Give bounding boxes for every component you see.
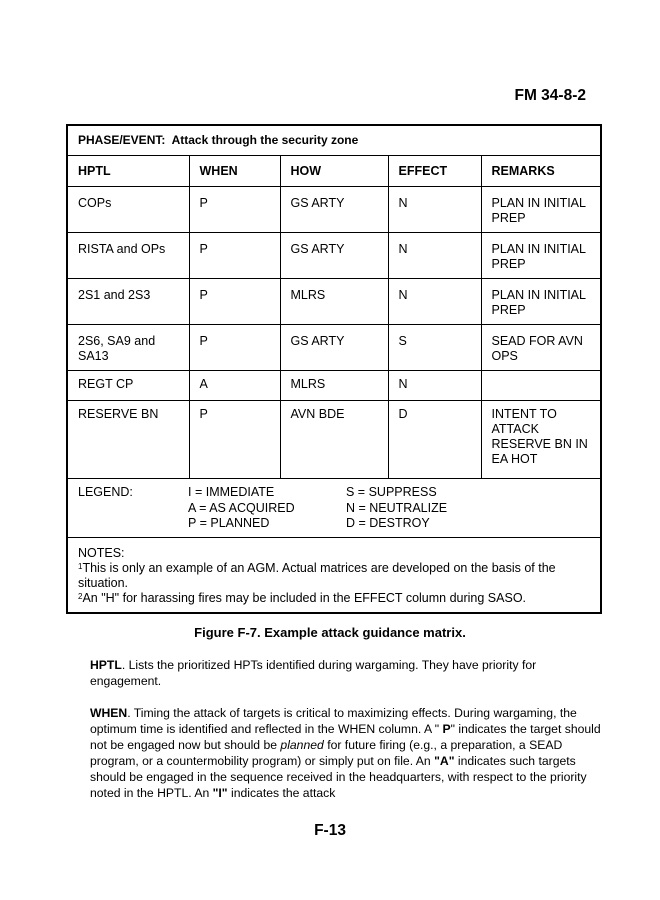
cell-effect: N — [388, 187, 481, 233]
paragraph-text: for future firing (e.g., a preparation, a SEAD program, or a countermobility program) or simply put on file. An — [90, 738, 563, 768]
term-hptl: HPTL — [90, 658, 122, 672]
column-header-effect: EFFECT — [388, 156, 481, 187]
footnote-mark: 1 — [78, 562, 83, 571]
legend-item: N = NEUTRALIZE — [346, 500, 448, 515]
legend-item: P = PLANNED — [188, 516, 270, 530]
cell-effect: N — [388, 233, 481, 279]
document-id: FM 34-8-2 — [514, 87, 586, 104]
cell-when: A — [189, 371, 280, 401]
paragraph-text: . Lists the prioritized HPTs identified during wargaming. They have priority for engagement. — [90, 658, 537, 688]
table-row — [67, 233, 601, 279]
note-1 — [78, 561, 594, 591]
attack-guidance-matrix — [66, 124, 602, 614]
cell-hptl: 2S1 and 2S3 — [67, 279, 189, 325]
legend-cell — [67, 479, 601, 538]
table-row — [67, 279, 601, 325]
emphasis-a: "A" — [434, 754, 455, 768]
term-when: WHEN — [90, 706, 128, 720]
cell-effect: S — [388, 325, 481, 371]
cell-hptl: RESERVE BN — [67, 401, 189, 479]
phase-label: PHASE/EVENT: — [78, 133, 166, 147]
column-header-when: WHEN — [189, 156, 280, 187]
cell-hptl: 2S6, SA9 and SA13 — [67, 325, 189, 371]
legend-item: A = AS ACQUIRED — [188, 500, 295, 515]
table-row — [67, 325, 601, 371]
page-number: F-13 — [314, 822, 346, 839]
cell-how: MLRS — [280, 279, 388, 325]
header-row — [67, 156, 601, 187]
legend-label: LEGEND: — [78, 485, 133, 499]
cell-remarks: PLAN IN INITIAL PREP — [481, 187, 601, 233]
cell-when: P — [189, 401, 280, 479]
hptl-paragraph — [90, 657, 605, 689]
cell-when: P — [189, 325, 280, 371]
note-2 — [78, 591, 594, 606]
footnote-mark: 2 — [78, 592, 83, 601]
table-row — [67, 401, 601, 479]
table-row — [67, 187, 601, 233]
note-text: An "H" for harassing fires may be included in the EFFECT column during SASO. — [82, 591, 527, 605]
cell-how: MLRS — [280, 371, 388, 401]
cell-when: P — [189, 233, 280, 279]
cell-hptl: RISTA and OPs — [67, 233, 189, 279]
cell-how: GS ARTY — [280, 325, 388, 371]
cell-when: P — [189, 187, 280, 233]
cell-remarks: INTENT TO ATTACK RESERVE BN IN EA HOT — [481, 401, 601, 479]
cell-hptl: REGT CP — [67, 371, 189, 401]
legend-row — [67, 479, 601, 538]
cell-remarks: PLAN IN INITIAL PREP — [481, 279, 601, 325]
paragraph-text: . Timing the attack of targets is critical to maximizing effects. During wargaming, the optimum time is identified and reflected in the WHEN column. A " — [90, 706, 577, 736]
notes-row — [67, 538, 601, 614]
cell-effect: N — [388, 371, 481, 401]
column-header-how: HOW — [280, 156, 388, 187]
cell-how: GS ARTY — [280, 187, 388, 233]
notes-label: NOTES: — [78, 546, 125, 560]
cell-effect: N — [388, 279, 481, 325]
paragraph-text: indicates such targets should be engaged in the sequence received in the headquarters, with respect to the priority noted in the HPTL. An — [90, 754, 587, 800]
cell-when: P — [189, 279, 280, 325]
table-row — [67, 371, 601, 401]
cell-hptl: COPs — [67, 187, 189, 233]
phase-row — [67, 125, 601, 156]
paragraph-text: " indicates the target should not be engaged now but should be — [90, 722, 601, 752]
emphasis-i: "I" — [212, 786, 228, 800]
notes-cell — [67, 538, 601, 614]
emphasis-planned: planned — [280, 738, 324, 752]
cell-remarks: SEAD FOR AVN OPS — [481, 325, 601, 371]
legend-item: I = IMMEDIATE — [188, 485, 275, 499]
cell-how: AVN BDE — [280, 401, 388, 479]
note-text: This is only an example of an AGM. Actual matrices are developed on the basis of the situation. — [78, 561, 556, 590]
column-header-hptl: HPTL — [67, 156, 189, 187]
legend-item: D = DESTROY — [346, 516, 430, 530]
column-header-remarks: REMARKS — [481, 156, 601, 187]
cell-remarks — [481, 371, 601, 401]
cell-effect: D — [388, 401, 481, 479]
phase-value: Attack through the security zone — [171, 133, 359, 147]
paragraph-text: indicates the attack — [227, 786, 336, 800]
figure-caption: Figure F-7. Example attack guidance matrix. — [194, 625, 466, 640]
cell-remarks: PLAN IN INITIAL PREP — [481, 233, 601, 279]
phase-event-cell — [67, 125, 601, 156]
emphasis-p: P — [442, 722, 451, 736]
cell-how: GS ARTY — [280, 233, 388, 279]
legend-item: S = SUPPRESS — [346, 485, 437, 499]
when-paragraph — [90, 705, 605, 801]
